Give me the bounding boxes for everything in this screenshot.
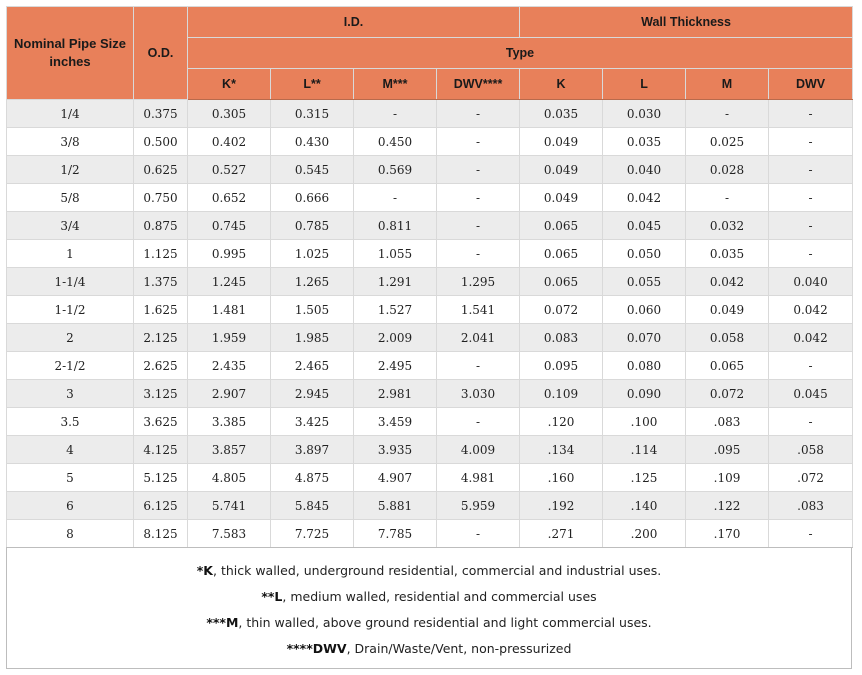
cell-wall-l: 0.045 bbox=[603, 212, 686, 240]
table-header bbox=[7, 7, 853, 100]
cell-id-l: 0.545 bbox=[271, 156, 354, 184]
cell-nominal-size: 1/4 bbox=[7, 100, 134, 128]
table-row bbox=[7, 492, 853, 520]
cell-nominal-size: 1-1/2 bbox=[7, 296, 134, 324]
cell-od: 0.375 bbox=[134, 100, 188, 128]
cell-wall-m: .109 bbox=[686, 464, 769, 492]
cell-nominal-size: 4 bbox=[7, 436, 134, 464]
cell-id-dwv: - bbox=[437, 408, 520, 436]
footnote bbox=[7, 636, 851, 662]
table-row bbox=[7, 464, 853, 492]
cell-od: 1.625 bbox=[134, 296, 188, 324]
cell-wall-l: .200 bbox=[603, 520, 686, 548]
cell-wall-dwv: .083 bbox=[769, 492, 853, 520]
cell-wall-k: 0.109 bbox=[520, 380, 603, 408]
cell-wall-k: .271 bbox=[520, 520, 603, 548]
cell-id-m: 0.811 bbox=[354, 212, 437, 240]
cell-wall-k: 0.072 bbox=[520, 296, 603, 324]
cell-od: 0.625 bbox=[134, 156, 188, 184]
header-id-type-k: K* bbox=[188, 69, 271, 100]
cell-id-m: 2.981 bbox=[354, 380, 437, 408]
cell-wall-dwv: - bbox=[769, 520, 853, 548]
footnote bbox=[7, 558, 851, 584]
cell-id-l: 5.845 bbox=[271, 492, 354, 520]
cell-id-dwv: - bbox=[437, 240, 520, 268]
cell-wall-k: 0.035 bbox=[520, 100, 603, 128]
cell-wall-l: 0.080 bbox=[603, 352, 686, 380]
cell-id-k: 3.385 bbox=[188, 408, 271, 436]
cell-id-k: 0.745 bbox=[188, 212, 271, 240]
cell-wall-dwv: 0.040 bbox=[769, 268, 853, 296]
table-row bbox=[7, 408, 853, 436]
cell-id-l: 7.725 bbox=[271, 520, 354, 548]
cell-id-k: 4.805 bbox=[188, 464, 271, 492]
cell-od: 1.125 bbox=[134, 240, 188, 268]
cell-id-l: 1.025 bbox=[271, 240, 354, 268]
table-row bbox=[7, 212, 853, 240]
footnote bbox=[7, 610, 851, 636]
cell-id-dwv: - bbox=[437, 100, 520, 128]
cell-od: 0.750 bbox=[134, 184, 188, 212]
cell-id-k: 2.907 bbox=[188, 380, 271, 408]
header-wall-type-l: L bbox=[603, 69, 686, 100]
cell-wall-m: 0.072 bbox=[686, 380, 769, 408]
cell-id-dwv: 4.009 bbox=[437, 436, 520, 464]
cell-id-k: 5.741 bbox=[188, 492, 271, 520]
table-row bbox=[7, 128, 853, 156]
cell-id-l: 0.430 bbox=[271, 128, 354, 156]
cell-od: 2.125 bbox=[134, 324, 188, 352]
cell-wall-m: 0.049 bbox=[686, 296, 769, 324]
cell-wall-k: .192 bbox=[520, 492, 603, 520]
header-type: Type bbox=[188, 38, 853, 69]
footnote-description: , Drain/Waste/Vent, non-pressurized bbox=[346, 641, 572, 656]
cell-wall-dwv: .072 bbox=[769, 464, 853, 492]
table-row bbox=[7, 324, 853, 352]
table-row bbox=[7, 184, 853, 212]
cell-wall-m: 0.058 bbox=[686, 324, 769, 352]
cell-id-l: 0.666 bbox=[271, 184, 354, 212]
cell-id-m: 1.055 bbox=[354, 240, 437, 268]
header-wall-thickness: Wall Thickness bbox=[520, 7, 853, 38]
cell-id-k: 3.857 bbox=[188, 436, 271, 464]
cell-wall-m: - bbox=[686, 100, 769, 128]
cell-id-k: 0.305 bbox=[188, 100, 271, 128]
cell-nominal-size: 1/2 bbox=[7, 156, 134, 184]
cell-wall-m: .170 bbox=[686, 520, 769, 548]
cell-wall-k: 0.083 bbox=[520, 324, 603, 352]
cell-wall-dwv: - bbox=[769, 156, 853, 184]
cell-wall-k: .160 bbox=[520, 464, 603, 492]
header-id-type-dwv: DWV**** bbox=[437, 69, 520, 100]
cell-wall-l: .125 bbox=[603, 464, 686, 492]
cell-wall-m: 0.035 bbox=[686, 240, 769, 268]
cell-id-m: 3.935 bbox=[354, 436, 437, 464]
cell-nominal-size: 1-1/4 bbox=[7, 268, 134, 296]
header-wall-type-k: K bbox=[520, 69, 603, 100]
cell-wall-dwv: - bbox=[769, 240, 853, 268]
cell-wall-m: .083 bbox=[686, 408, 769, 436]
cell-wall-k: 0.065 bbox=[520, 268, 603, 296]
cell-id-m: 2.009 bbox=[354, 324, 437, 352]
table-row bbox=[7, 296, 853, 324]
table-row bbox=[7, 156, 853, 184]
cell-id-dwv: - bbox=[437, 520, 520, 548]
table-row bbox=[7, 520, 853, 548]
cell-id-k: 0.402 bbox=[188, 128, 271, 156]
header-nominal-size: Nominal Pipe Size inches bbox=[7, 7, 134, 100]
cell-id-dwv: 1.295 bbox=[437, 268, 520, 296]
cell-wall-l: 0.070 bbox=[603, 324, 686, 352]
cell-wall-k: 0.065 bbox=[520, 240, 603, 268]
cell-wall-dwv: 0.042 bbox=[769, 324, 853, 352]
cell-wall-dwv: - bbox=[769, 352, 853, 380]
cell-wall-l: 0.055 bbox=[603, 268, 686, 296]
cell-wall-k: 0.049 bbox=[520, 184, 603, 212]
cell-id-m: 1.291 bbox=[354, 268, 437, 296]
cell-id-dwv: - bbox=[437, 352, 520, 380]
table-row bbox=[7, 380, 853, 408]
cell-wall-m: - bbox=[686, 184, 769, 212]
cell-id-dwv: 5.959 bbox=[437, 492, 520, 520]
cell-id-l: 1.505 bbox=[271, 296, 354, 324]
cell-wall-k: 0.065 bbox=[520, 212, 603, 240]
cell-id-l: 2.465 bbox=[271, 352, 354, 380]
cell-wall-k: 0.049 bbox=[520, 156, 603, 184]
cell-nominal-size: 3/4 bbox=[7, 212, 134, 240]
footnote-type-code: ***M bbox=[206, 615, 239, 630]
cell-nominal-size: 3/8 bbox=[7, 128, 134, 156]
cell-id-dwv: 2.041 bbox=[437, 324, 520, 352]
cell-wall-l: 0.030 bbox=[603, 100, 686, 128]
cell-id-dwv: - bbox=[437, 184, 520, 212]
cell-id-k: 1.245 bbox=[188, 268, 271, 296]
cell-od: 3.125 bbox=[134, 380, 188, 408]
footnote-type-code: **L bbox=[261, 589, 283, 604]
cell-od: 3.625 bbox=[134, 408, 188, 436]
cell-wall-m: .095 bbox=[686, 436, 769, 464]
cell-wall-l: 0.090 bbox=[603, 380, 686, 408]
cell-wall-m: 0.032 bbox=[686, 212, 769, 240]
cell-id-m: - bbox=[354, 100, 437, 128]
footnote-type-code: *K bbox=[196, 563, 213, 578]
cell-id-m: 4.907 bbox=[354, 464, 437, 492]
table-row bbox=[7, 100, 853, 128]
cell-wall-dwv: 0.042 bbox=[769, 296, 853, 324]
cell-id-dwv: - bbox=[437, 212, 520, 240]
cell-wall-l: 0.040 bbox=[603, 156, 686, 184]
cell-id-m: 2.495 bbox=[354, 352, 437, 380]
cell-od: 5.125 bbox=[134, 464, 188, 492]
cell-id-m: 7.785 bbox=[354, 520, 437, 548]
cell-wall-m: .122 bbox=[686, 492, 769, 520]
footnote-description: , medium walled, residential and commercial uses bbox=[282, 589, 597, 604]
cell-nominal-size: 2 bbox=[7, 324, 134, 352]
cell-id-k: 7.583 bbox=[188, 520, 271, 548]
cell-id-l: 3.897 bbox=[271, 436, 354, 464]
cell-od: 2.625 bbox=[134, 352, 188, 380]
header-id: I.D. bbox=[188, 7, 520, 38]
cell-wall-l: 0.050 bbox=[603, 240, 686, 268]
cell-wall-k: 0.049 bbox=[520, 128, 603, 156]
cell-id-dwv: - bbox=[437, 128, 520, 156]
cell-id-m: 0.450 bbox=[354, 128, 437, 156]
cell-id-l: 2.945 bbox=[271, 380, 354, 408]
table-row bbox=[7, 352, 853, 380]
cell-id-l: 1.985 bbox=[271, 324, 354, 352]
table-body bbox=[7, 100, 853, 548]
cell-wall-m: 0.065 bbox=[686, 352, 769, 380]
cell-od: 4.125 bbox=[134, 436, 188, 464]
cell-wall-dwv: .058 bbox=[769, 436, 853, 464]
cell-wall-m: 0.028 bbox=[686, 156, 769, 184]
pipe-table bbox=[6, 6, 853, 548]
cell-id-k: 0.527 bbox=[188, 156, 271, 184]
cell-id-l: 1.265 bbox=[271, 268, 354, 296]
cell-wall-l: 0.042 bbox=[603, 184, 686, 212]
cell-id-dwv: 4.981 bbox=[437, 464, 520, 492]
cell-wall-m: 0.042 bbox=[686, 268, 769, 296]
footnote-description: , thin walled, above ground residential and light commercial uses. bbox=[238, 615, 652, 630]
header-id-type-l: L** bbox=[271, 69, 354, 100]
cell-wall-k: .120 bbox=[520, 408, 603, 436]
header-wall-type-m: M bbox=[686, 69, 769, 100]
cell-od: 1.375 bbox=[134, 268, 188, 296]
header-id-type-m: M*** bbox=[354, 69, 437, 100]
cell-od: 6.125 bbox=[134, 492, 188, 520]
cell-wall-l: .140 bbox=[603, 492, 686, 520]
cell-id-dwv: 1.541 bbox=[437, 296, 520, 324]
footnotes bbox=[6, 548, 852, 669]
cell-wall-dwv: - bbox=[769, 100, 853, 128]
cell-wall-l: 0.060 bbox=[603, 296, 686, 324]
cell-id-k: 1.481 bbox=[188, 296, 271, 324]
cell-id-k: 0.652 bbox=[188, 184, 271, 212]
cell-id-m: 0.569 bbox=[354, 156, 437, 184]
header-wall-type-dwv: DWV bbox=[769, 69, 853, 100]
cell-wall-l: .114 bbox=[603, 436, 686, 464]
footnote-description: , thick walled, underground residential, commercial and industrial uses. bbox=[213, 563, 662, 578]
table-row bbox=[7, 436, 853, 464]
cell-nominal-size: 5/8 bbox=[7, 184, 134, 212]
cell-wall-l: 0.035 bbox=[603, 128, 686, 156]
header-od: O.D. bbox=[134, 7, 188, 100]
cell-id-l: 3.425 bbox=[271, 408, 354, 436]
cell-id-m: 5.881 bbox=[354, 492, 437, 520]
cell-wall-dwv: 0.045 bbox=[769, 380, 853, 408]
cell-id-k: 0.995 bbox=[188, 240, 271, 268]
table-row bbox=[7, 268, 853, 296]
cell-nominal-size: 8 bbox=[7, 520, 134, 548]
cell-wall-dwv: - bbox=[769, 212, 853, 240]
cell-od: 8.125 bbox=[134, 520, 188, 548]
cell-nominal-size: 5 bbox=[7, 464, 134, 492]
cell-nominal-size: 1 bbox=[7, 240, 134, 268]
cell-id-dwv: - bbox=[437, 156, 520, 184]
cell-od: 0.875 bbox=[134, 212, 188, 240]
cell-nominal-size: 3.5 bbox=[7, 408, 134, 436]
cell-nominal-size: 2-1/2 bbox=[7, 352, 134, 380]
cell-id-dwv: 3.030 bbox=[437, 380, 520, 408]
footnote bbox=[7, 584, 851, 610]
cell-id-l: 0.785 bbox=[271, 212, 354, 240]
table-row bbox=[7, 240, 853, 268]
pipe-size-chart bbox=[6, 6, 852, 669]
cell-id-k: 1.959 bbox=[188, 324, 271, 352]
cell-id-l: 0.315 bbox=[271, 100, 354, 128]
cell-wall-k: .134 bbox=[520, 436, 603, 464]
footnote-type-code: ****DWV bbox=[286, 641, 347, 656]
cell-wall-k: 0.095 bbox=[520, 352, 603, 380]
cell-id-l: 4.875 bbox=[271, 464, 354, 492]
cell-wall-dwv: - bbox=[769, 408, 853, 436]
cell-wall-l: .100 bbox=[603, 408, 686, 436]
cell-wall-dwv: - bbox=[769, 184, 853, 212]
cell-od: 0.500 bbox=[134, 128, 188, 156]
cell-wall-dwv: - bbox=[769, 128, 853, 156]
cell-id-m: - bbox=[354, 184, 437, 212]
cell-id-m: 1.527 bbox=[354, 296, 437, 324]
cell-wall-m: 0.025 bbox=[686, 128, 769, 156]
cell-id-k: 2.435 bbox=[188, 352, 271, 380]
cell-nominal-size: 3 bbox=[7, 380, 134, 408]
cell-nominal-size: 6 bbox=[7, 492, 134, 520]
cell-id-m: 3.459 bbox=[354, 408, 437, 436]
